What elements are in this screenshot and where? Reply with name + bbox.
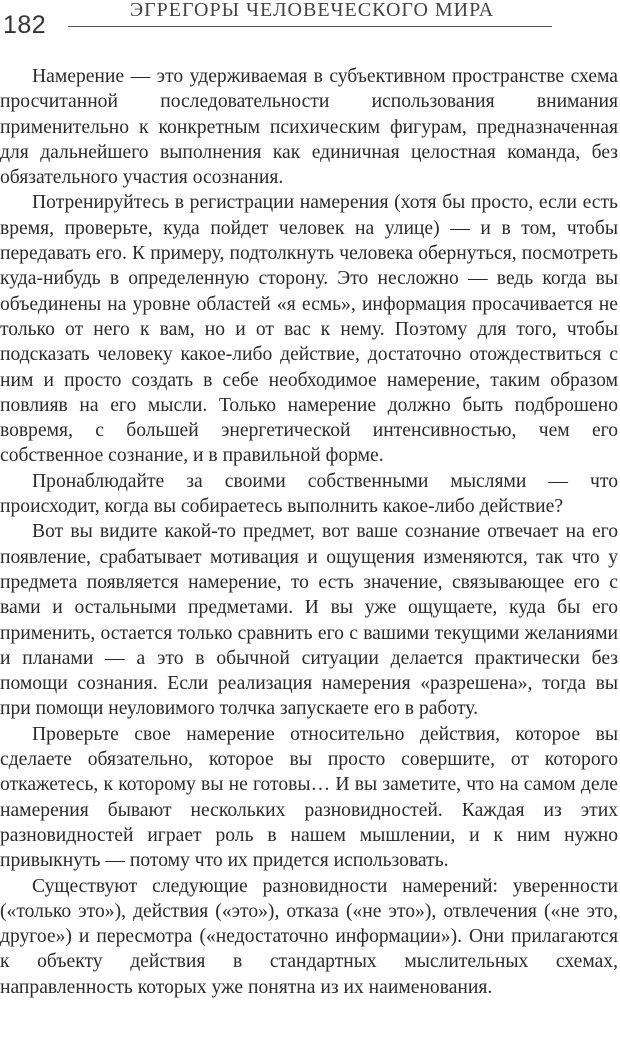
paragraph: Существуют следующие разновидности намерений: уверенности («только это»), действия («это»), отказа («не это»), отвлечения («не это, другое») и пересмотра («недостаточно информации»). Они прилагаются к объекту действия в стандартных мыслительных схемах, направленность которых уже понятна из их наименования. (0, 875, 618, 998)
header-divider (68, 26, 552, 27)
body-text (0, 64, 618, 1000)
paragraph: Проверьте свое намерение относительно действия, которое вы сделаете обязательно, которое вы просто совершите, от которого откажетесь, к которому вы не готовы… И вы заметите, что на самом деле намерения бывают нескольких разновидностей. Каждая из этих разновидностей играет роль в нашем мышлении, и к ним нужно привыкнуть — потому что их придется использовать. (0, 723, 618, 872)
page-number: 182 (3, 11, 47, 39)
paragraph: Пронаблюдайте за своими собственными мыслями — что происходит, когда вы собираетесь выполнить какое-либо действие? (0, 470, 618, 518)
running-title: ЭГРЕГОРЫ ЧЕЛОВЕЧЕСКОГО МИРА (129, 0, 495, 21)
paragraph: Вот вы видите какой-то предмет, вот ваше сознание отвечает на его появление, срабатывает мотивация и ощущения изменяются, так что у предмета появляется намерение, то есть значение, связывающее его с вами и остальными предметами. И вы уже ощущаете, куда бы его применить, остается только сравнить его с вашими текущими желаниями и планами — а это в обычной ситуации делается практически без помощи сознания. Если реализация намерения «разрешена», тогда вы при помощи неуловимого толчка запускаете его в работу. (0, 521, 618, 720)
paragraph: Потренируйтесь в регистрации намерения (хотя бы просто, если есть время, проверьте, куда пойдет человек на улице) — и в том, чтобы передавать его. К примеру, подтолкнуть человека обернуться, посмотреть куда-нибудь в определенную сторону. Это несложно — ведь когда вы объединены на уровне областей «я есмь», информация просачивается не только от него к вам, но и от вас к нему. Поэтому для того, чтобы подсказать человеку какое-либо действие, достаточно отождествиться с ним и просто создать в себе необходимое намерение, таким образом повлияв на его мысли. Только намерение должно быть подброшено вовремя, с большей энергетической интенсивностью, чем его собственное сознание, и в правильной форме. (0, 192, 618, 467)
paragraph: Намерение — это удерживаемая в субъективном пространстве схема просчитанной последовательности использования внимания применительно к конкретным психическим фигурам, предназначенная для дальнейшего выполнения как единичная целостная команда, без обязательного участия осознания. (0, 66, 618, 189)
